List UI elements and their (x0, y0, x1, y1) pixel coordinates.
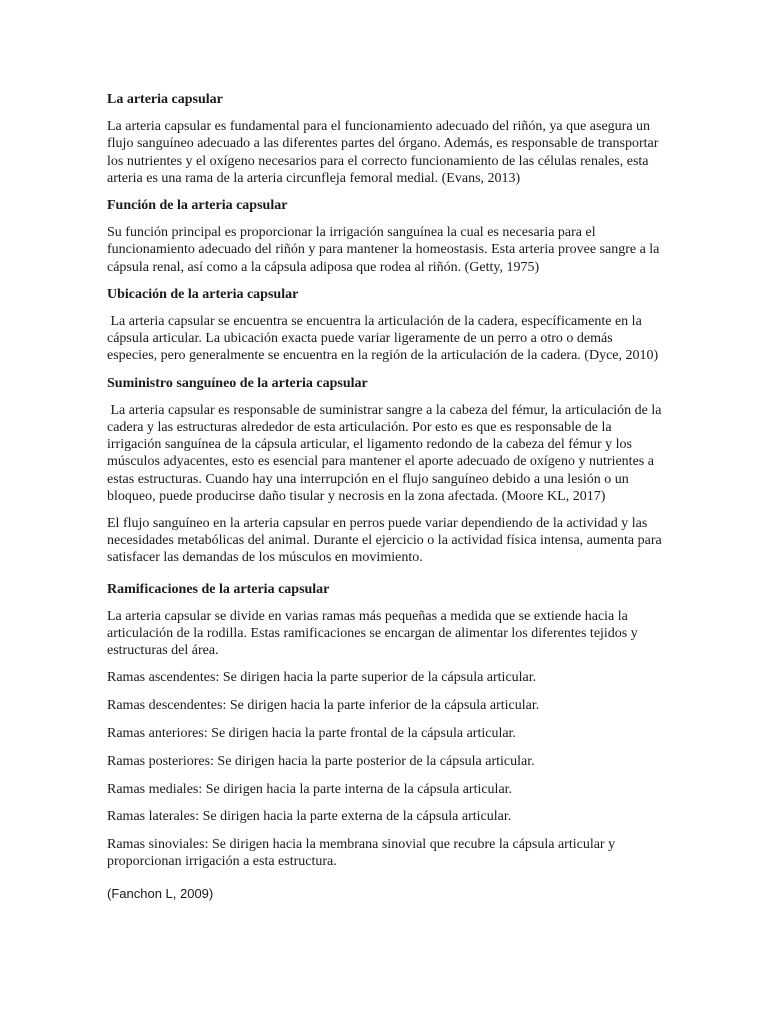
section-heading-ramificaciones: Ramificaciones de la arteria capsular (107, 581, 330, 597)
section-paragraph-flujo: El flujo sanguíneo en la arteria capsular en perros puede variar dependiendo de la actividad y las necesidades metabólicas del animal. Durante el ejercicio o la actividad física intensa, aumenta para satisfacer las demandas de los músculos en movimiento. (107, 516, 662, 566)
section-heading-suministro: Suministro sanguíneo de la arteria capsular (107, 375, 368, 391)
list-item: Ramas descendentes: Se dirigen hacia la parte inferior de la cápsula articular. (107, 698, 540, 714)
citation: (Fanchon L, 2009) (107, 885, 214, 901)
section-heading-ubicacion: Ubicación de la arteria capsular (107, 286, 299, 302)
list-item: Ramas ascendentes: Se dirigen hacia la parte superior de la cápsula articular. (107, 670, 537, 686)
list-item: Ramas anteriores: Se dirigen hacia la parte frontal de la cápsula articular. (107, 726, 516, 742)
list-item: Ramas sinoviales: Se dirigen hacia la membrana sinovial que recubre la cápsula articular y proporcionan irrigación a esta estructura. (107, 837, 616, 870)
section-paragraph-arteria-capsular: La arteria capsular es fundamental para el funcionamiento adecuado del riñón, ya que asegura un flujo sanguíneo adecuado a las diferentes partes del órgano. Además, es responsable de transportar los nutrientes y el oxígeno necesarios para el correcto funcionamiento de las células renales, esta arteria es una rama de la arteria circunfleja femoral medial. (Evans, 2013) (107, 119, 659, 186)
section-heading-arteria-capsular: La arteria capsular (107, 92, 223, 107)
list-item: Ramas posteriores: Se dirigen hacia la parte posterior de la cápsula articular. (107, 753, 535, 769)
section-heading-funcion: Función de la arteria capsular (107, 198, 288, 214)
section-paragraph-ramificaciones: La arteria capsular se divide en varias ramas más pequeñas a medida que se extiende hacia la articulación de la rodilla. Estas ramificaciones se encargan de alimentar los diferentes tejidos y estructuras del área. (107, 608, 638, 659)
list-item: Ramas mediales: Se dirigen hacia la parte interna de la cápsula articular. (107, 781, 513, 797)
section-paragraph-suministro: La arteria capsular es responsable de suministrar sangre a la cabeza del fémur, la articulación de la cadera y las estructuras alrededor de esta articulación. Por esto es que es responsable de la irrigación sanguínea de la cápsula articular, el ligamento redondo de la cabeza del fémur y los músculos adyacentes, esto es esencial para mantener el aporte adecuado de oxígeno y nutrientes a estas estructuras. Cuando hay una interrupción en el flujo sanguíneo debido a una lesión o un bloqueo, puede producirse daño tisular y necrosis en la zona afectada. (Moore KL, 2017) (107, 402, 666, 504)
branch-list (107, 669, 662, 870)
section-paragraph-funcion: Su función principal es proporcionar la irrigación sanguínea la cual es necesaria para el funcionamiento adecuado del riñón y para mantener la homeostasis. Esta arteria provee sangre a la cápsula renal, así como a la cápsula adiposa que rodea al riñón. (Getty, 1975) (107, 225, 660, 275)
list-item: Ramas laterales: Se dirigen hacia la parte externa de la cápsula articular. (107, 809, 512, 825)
section-paragraph-ubicacion: La arteria capsular se encuentra se encuentra la articulación de la cadera, específicamente en la cápsula articular. La ubicación exacta puede variar ligeramente de un perro a otro o demás especies, pero generalmente se encuentra en la región de la articulación de la cadera. (Dyce, 2010) (107, 314, 659, 364)
document-page (107, 91, 666, 902)
